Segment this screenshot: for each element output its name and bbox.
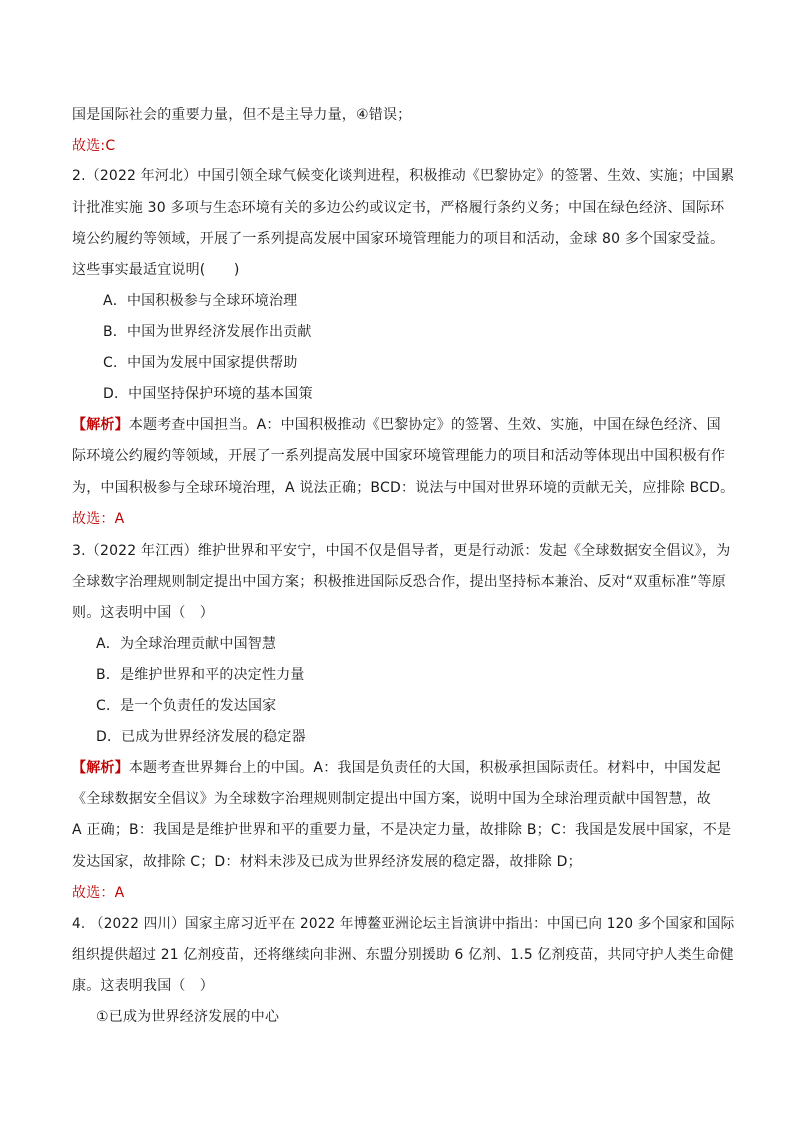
- option-1: ①已成为世界经济发展的中心: [96, 1009, 280, 1025]
- option-b: B．中国为世界经济发展作出贡献: [103, 324, 312, 340]
- option-a: A．中国积极参与全球环境治理: [103, 293, 298, 309]
- analysis-line: A 正确；B：我国是是维护世界和平的重要力量，不是决定力量，故排除 B；C：我国是发展中国家，不是: [72, 822, 732, 838]
- question-2-line: 境公约履约等领域，开展了一系列提高发展中国家环境管理能力的项目和活动，金球 80 多个国家受益。: [72, 231, 725, 247]
- analysis-line: 发达国家，故排除 C；D：材料未涉及已成为世界经济发展的稳定器，故排除 D；: [72, 854, 582, 870]
- answer-line: 故选：A: [72, 511, 125, 527]
- question-3-line: 3.（2022 年江西）维护世界和平安宁，中国不仅是倡导者，更是行动派：发起《全球数据安全倡议》，为: [72, 543, 731, 559]
- question-4-line: 康。这表明我国（ ）: [72, 978, 214, 994]
- text-line: 国是国际社会的重要力量，但不是主导力量，④错误；: [72, 107, 412, 123]
- question-3-line: 全球数字治理规则制定提出中国方案；积极推进国际反恐合作，提出坚持标本兼治、反对“双重标准”等原: [72, 574, 726, 590]
- option-d: D．已成为世界经济发展的稳定器: [96, 729, 306, 745]
- analysis-line: 《全球数据安全倡议》为全球数字治理规则制定提出中国方案，说明中国为全球治理贡献中国智慧，故: [72, 791, 711, 807]
- analysis-line: [72, 415, 721, 435]
- analysis-tag: 【解析】: [72, 760, 129, 776]
- analysis-line: [72, 758, 721, 778]
- question-2-line: 计批准实施 30 多项与生态环境有关的多边公约或议定书，严格履行条约义务；中国在绿色经济、国际环: [72, 200, 725, 216]
- question-4-line: 组织提供超过 21 亿剂疫苗，还将继续向非洲、东盟分别援助 6 亿剂、1.5 亿剂疫苗，共同守护人类生命健: [72, 947, 734, 963]
- analysis-tag: 【解析】: [72, 417, 129, 433]
- analysis-line: 为，中国积极参与全球环境治理，A 说法正确；BCD：说法与中国对世界环境的贡献无关，应排除 BCD。: [72, 480, 735, 496]
- option-c: C．是一个负责任的发达国家: [96, 698, 277, 714]
- answer-line: 故选：A: [72, 885, 125, 901]
- question-3-line: 则。这表明中国（ ）: [72, 605, 214, 621]
- analysis-line: 际环境公约履约等领域，开展了一系列提高发展中国家环境管理能力的项目和活动等体现出中国积极有作: [72, 448, 726, 464]
- question-4-line: 4. （2022 四川）国家主席习近平在 2022 年博鳌亚洲论坛主旨演讲中指出：中国已向 120 多个国家和国际: [72, 916, 735, 932]
- analysis-text: 本题考查中国担当。A：中国积极推动《巴黎协定》的签署、生效、实施，中国在绿色经济、国: [128, 417, 721, 433]
- option-b: B．是维护世界和平的决定性力量: [96, 667, 305, 683]
- question-2-line: 2.（2022 年河北）中国引领全球气候变化谈判进程，积极推动《巴黎协定》的签署、生效、实施；中国累: [72, 168, 735, 184]
- analysis-text: 本题考查世界舞台上的中国。A：我国是负责任的大国，积极承担国际责任。材料中，中国发起: [128, 760, 721, 776]
- option-d: D．中国坚持保护环境的基本国策: [103, 386, 313, 402]
- option-a: A．为全球治理贡献中国智慧: [96, 636, 277, 652]
- option-c: C．中国为发展中国家提供帮助: [103, 355, 298, 371]
- question-2-line: 这些事实最适宜说明( ): [72, 262, 240, 278]
- answer-line: 故选:C: [72, 138, 116, 154]
